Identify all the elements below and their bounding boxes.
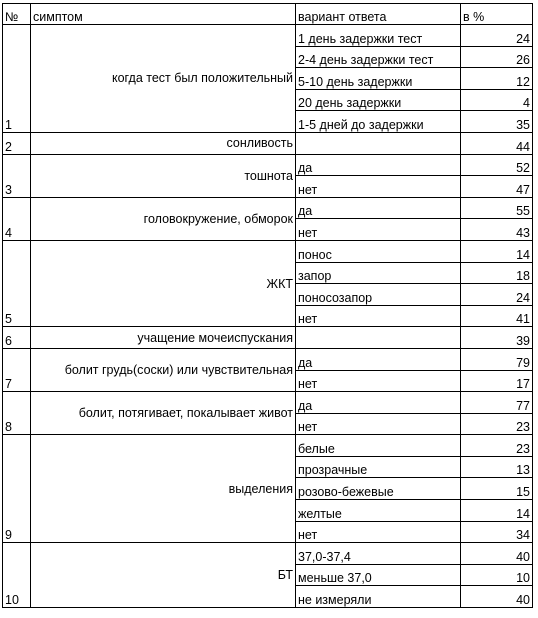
percent-cell: 34 xyxy=(461,521,533,543)
group-number: 3 xyxy=(3,154,31,197)
group-number: 5 xyxy=(3,240,31,326)
table-row xyxy=(3,154,533,176)
answer-cell: нет xyxy=(296,521,461,543)
symptom-cell: БТ xyxy=(31,543,296,608)
percent-cell: 26 xyxy=(461,46,533,68)
symptom-table xyxy=(2,3,533,608)
table-body xyxy=(3,4,533,608)
table-row xyxy=(3,25,533,47)
percent-cell: 14 xyxy=(461,240,533,262)
symptom-cell: когда тест был положительный xyxy=(31,25,296,133)
percent-cell: 17 xyxy=(461,370,533,392)
symptom-cell: сонливость xyxy=(31,132,296,154)
answer-cell: 1-5 дней до задержки xyxy=(296,111,461,133)
percent-cell: 23 xyxy=(461,435,533,457)
table-row xyxy=(3,348,533,370)
header-num: № xyxy=(3,4,31,25)
percent-cell: 15 xyxy=(461,478,533,500)
percent-cell: 13 xyxy=(461,456,533,478)
answer-cell: желтые xyxy=(296,500,461,522)
table-row xyxy=(3,435,533,457)
symptom-cell: тошнота xyxy=(31,154,296,197)
symptom-cell: ЖКТ xyxy=(31,240,296,326)
percent-cell: 35 xyxy=(461,111,533,133)
answer-cell: нет xyxy=(296,370,461,392)
symptom-cell: болит, потягивает, покалывает живот xyxy=(31,392,296,435)
answer-cell: меньше 37,0 xyxy=(296,564,461,586)
percent-cell: 41 xyxy=(461,305,533,327)
answer-cell: запор xyxy=(296,262,461,284)
answer-cell: да xyxy=(296,154,461,176)
answer-cell: 20 день задержки xyxy=(296,89,461,111)
answer-cell: белые xyxy=(296,435,461,457)
percent-cell: 77 xyxy=(461,392,533,414)
answer-cell: 5-10 день задержки xyxy=(296,68,461,90)
answer-cell: нет xyxy=(296,413,461,435)
percent-cell: 40 xyxy=(461,543,533,565)
symptom-cell: головокружение, обморок xyxy=(31,197,296,240)
percent-cell: 18 xyxy=(461,262,533,284)
table-row xyxy=(3,132,533,154)
group-number: 4 xyxy=(3,197,31,240)
answer-cell: нет xyxy=(296,176,461,198)
percent-cell: 24 xyxy=(461,25,533,47)
answer-cell: да xyxy=(296,348,461,370)
answer-cell: 2-4 день задержки тест xyxy=(296,46,461,68)
percent-cell: 14 xyxy=(461,500,533,522)
group-number: 7 xyxy=(3,348,31,391)
percent-cell: 10 xyxy=(461,564,533,586)
percent-cell: 47 xyxy=(461,176,533,198)
table-row xyxy=(3,197,533,219)
percent-cell: 52 xyxy=(461,154,533,176)
answer-cell: да xyxy=(296,197,461,219)
symptom-cell: учащение мочеиспускания xyxy=(31,327,296,349)
group-number: 6 xyxy=(3,327,31,349)
group-number: 9 xyxy=(3,435,31,543)
percent-cell: 23 xyxy=(461,413,533,435)
answer-cell xyxy=(296,132,461,154)
percent-cell: 4 xyxy=(461,89,533,111)
table-row xyxy=(3,240,533,262)
answer-cell: 37,0-37,4 xyxy=(296,543,461,565)
group-number: 2 xyxy=(3,132,31,154)
answer-cell: розово-бежевые xyxy=(296,478,461,500)
percent-cell: 44 xyxy=(461,132,533,154)
percent-cell: 40 xyxy=(461,586,533,608)
table-row xyxy=(3,392,533,414)
answer-cell xyxy=(296,327,461,349)
answer-cell: да xyxy=(296,392,461,414)
header-row xyxy=(3,4,533,25)
percent-cell: 12 xyxy=(461,68,533,90)
table-row xyxy=(3,543,533,565)
group-number: 8 xyxy=(3,392,31,435)
answer-cell: понос xyxy=(296,240,461,262)
answer-cell: нет xyxy=(296,305,461,327)
group-number: 10 xyxy=(3,543,31,608)
symptom-cell: болит грудь(соски) или чувствительная xyxy=(31,348,296,391)
percent-cell: 79 xyxy=(461,348,533,370)
answer-cell: 1 день задержки тест xyxy=(296,25,461,47)
header-symptom: симптом xyxy=(31,4,296,25)
percent-cell: 43 xyxy=(461,219,533,241)
symptom-cell: выделения xyxy=(31,435,296,543)
percent-cell: 55 xyxy=(461,197,533,219)
percent-cell: 24 xyxy=(461,284,533,306)
header-answer: вариант ответа xyxy=(296,4,461,25)
table-row xyxy=(3,327,533,349)
answer-cell: нет xyxy=(296,219,461,241)
header-percent: в % xyxy=(461,4,533,25)
percent-cell: 39 xyxy=(461,327,533,349)
group-number: 1 xyxy=(3,25,31,133)
answer-cell: прозрачные xyxy=(296,456,461,478)
answer-cell: не измеряли xyxy=(296,586,461,608)
answer-cell: поносозапор xyxy=(296,284,461,306)
